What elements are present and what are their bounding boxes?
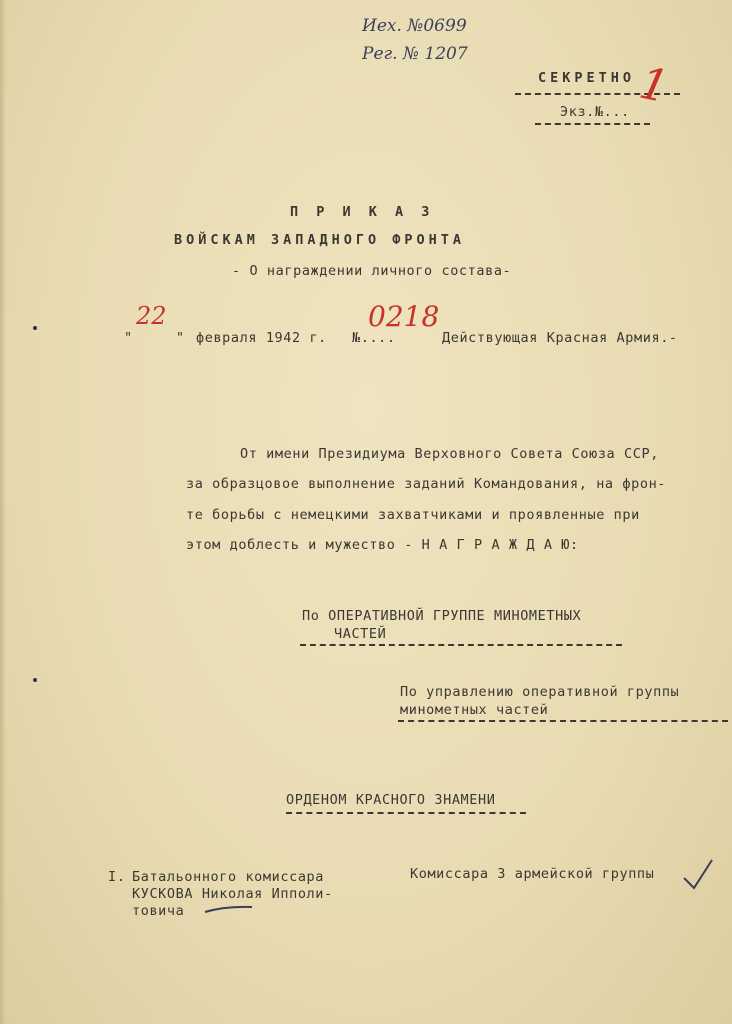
entry-name-line-1: Батальонного комиссара	[132, 869, 325, 885]
entry-name-line-2: КУСКОВА Николая Ипполи-	[132, 886, 333, 902]
copy-handwritten: 1	[635, 57, 673, 114]
quote-open: "	[124, 330, 133, 346]
underline-stroke-icon	[205, 907, 252, 912]
inventory-note: Иех. №0699	[362, 16, 467, 36]
body-line-4: этом доблесть и мужество - Н А Г Р А Ж Д А Ю:	[186, 537, 579, 553]
section-line-2: ЧАСТЕЙ	[334, 626, 387, 642]
subsection-line-2: минометных частей	[400, 702, 549, 718]
body-line-3: те борьбы с немецкими захватчиками и проявленные при	[186, 507, 640, 523]
heading-subject: - О награждении личного состава-	[232, 263, 512, 279]
entry-number: I.	[108, 869, 126, 885]
body-line-1: От имени Президиума Верховного Совета Союза ССР,	[240, 446, 659, 462]
section-line-1: По ОПЕРАТИВНОЙ ГРУППЕ МИНОМЕТНЫХ	[302, 608, 582, 624]
day-handwritten: 22	[136, 302, 167, 330]
punch-mark	[33, 326, 37, 330]
heading-front: ВОЙСКАМ ЗАПАДНОГО ФРОНТА	[174, 232, 466, 248]
order-number-handwritten: 0218	[368, 300, 440, 333]
checkmark-icon	[684, 860, 712, 888]
date-month-year: февраля 1942 г.	[196, 330, 327, 346]
entry-position: Комиссара 3 армейской группы	[410, 866, 655, 882]
classification-label: СЕКРЕТНО	[538, 70, 636, 86]
quote-close: "	[176, 330, 185, 346]
copy-number: Экз.№...	[560, 104, 630, 120]
order-number-label: №....	[352, 330, 396, 346]
heading-order: П Р И К А З	[290, 204, 435, 220]
subsection-line-1: По управлению оперативной группы	[400, 684, 680, 700]
entry-name-line-3: товича	[132, 903, 185, 919]
registration-note: Рег. № 1207	[362, 44, 468, 64]
body-line-2: за образцовое выполнение заданий Командования, на фрон-	[186, 476, 667, 492]
punch-mark	[33, 678, 37, 682]
army-label: Действующая Красная Армия.-	[442, 330, 678, 346]
award-title: ОРДЕНОМ КРАСНОГО ЗНАМЕНИ	[286, 792, 496, 808]
